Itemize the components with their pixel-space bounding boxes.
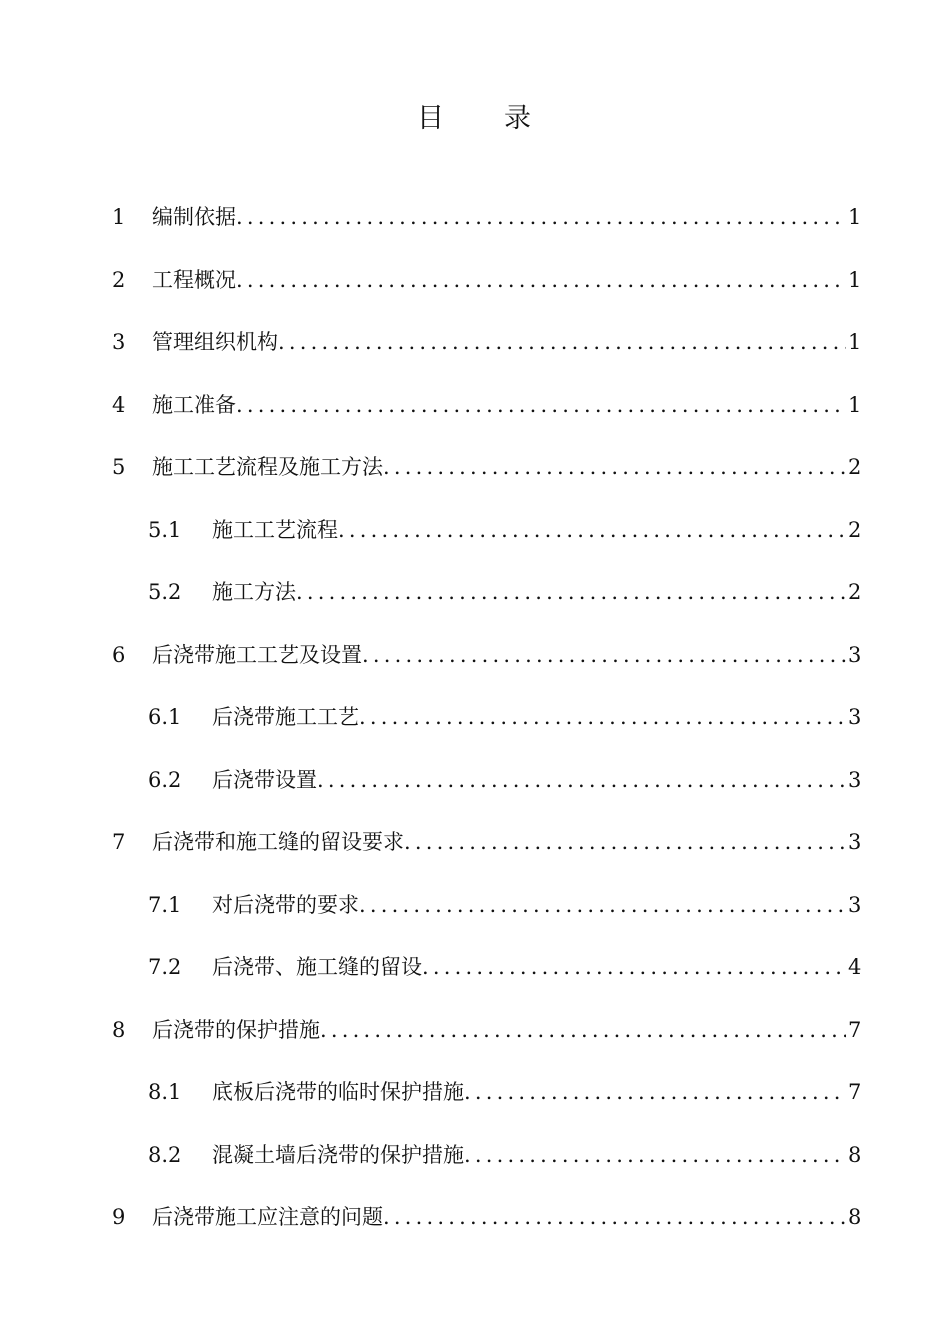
dot-leader (383, 443, 846, 491)
toc-entry-number: 5.1 (148, 517, 182, 542)
dot-leader (362, 631, 846, 679)
toc-entry-number: 1 (112, 205, 126, 229)
toc-title-char-2: 录 (504, 103, 533, 134)
dot-leader (320, 1006, 846, 1054)
toc-subentry[interactable] (112, 881, 860, 944)
toc-entry-page: 4 (848, 955, 862, 979)
dot-leader (317, 756, 846, 804)
dot-leader (464, 1131, 846, 1179)
toc-entry[interactable] (112, 318, 860, 381)
toc-entry-title: 工程概况 (152, 267, 236, 292)
toc-entry-title: 后浇带施工应注意的问题 (152, 1205, 383, 1229)
toc-entry[interactable] (112, 1193, 860, 1256)
toc-subentry[interactable] (112, 506, 860, 569)
toc-entry-number: 6 (112, 642, 126, 667)
dot-leader (422, 943, 846, 991)
toc-entry-title: 施工工艺流程及施工方法 (152, 455, 383, 479)
toc-entry-title: 施工准备 (152, 392, 236, 417)
toc-entry-title: 后浇带的保护措施 (152, 1017, 320, 1042)
toc-subentry[interactable] (112, 1131, 860, 1194)
toc-entry-number: 7.2 (148, 955, 182, 979)
toc-entry-number: 2 (112, 267, 126, 292)
table-of-contents (112, 193, 860, 1256)
toc-entry-title: 后浇带施工工艺 (212, 705, 359, 729)
toc-entry[interactable] (112, 818, 860, 881)
toc-entry-number: 6.1 (148, 705, 182, 729)
toc-entry-number: 8.1 (148, 1080, 182, 1104)
dot-leader (236, 381, 846, 429)
toc-entry-title: 后浇带和施工缝的留设要求 (152, 830, 404, 854)
toc-entry-title: 施工工艺流程 (212, 517, 338, 542)
toc-entry-title: 管理组织机构 (152, 330, 278, 354)
toc-entry-title: 后浇带施工工艺及设置 (152, 642, 362, 667)
dot-leader (236, 256, 846, 304)
toc-entry-number: 4 (112, 392, 126, 417)
toc-entry-page: 3 (848, 892, 862, 917)
toc-entry-page: 2 (848, 517, 862, 542)
toc-entry-number: 3 (112, 330, 126, 354)
toc-entry-title: 施工方法 (212, 580, 296, 604)
toc-entry-number: 8 (112, 1017, 126, 1042)
toc-entry-number: 7 (112, 830, 126, 854)
dot-leader (464, 1068, 846, 1116)
dot-leader (404, 818, 846, 866)
toc-entry-page: 3 (848, 642, 862, 667)
toc-entry-number: 6.2 (148, 767, 182, 792)
toc-entry-title: 底板后浇带的临时保护措施 (212, 1080, 464, 1104)
toc-entry-page: 3 (848, 767, 862, 792)
toc-subentry[interactable] (112, 1068, 860, 1131)
toc-entry-page: 1 (848, 392, 862, 417)
toc-entry[interactable] (112, 381, 860, 444)
toc-entry-page: 3 (848, 830, 862, 854)
toc-entry[interactable] (112, 1006, 860, 1069)
toc-entry-title: 后浇带设置 (212, 767, 317, 792)
toc-entry[interactable] (112, 443, 860, 506)
dot-leader (338, 506, 846, 554)
toc-entry-title: 混凝土墙后浇带的保护措施 (212, 1142, 464, 1167)
toc-entry[interactable] (112, 193, 860, 256)
toc-entry-page: 1 (848, 330, 862, 354)
toc-entry-number: 5.2 (148, 580, 182, 604)
toc-title (0, 96, 950, 135)
toc-subentry[interactable] (112, 693, 860, 756)
toc-entry-page: 7 (848, 1017, 862, 1042)
toc-entry-title: 对后浇带的要求 (212, 892, 359, 917)
toc-subentry[interactable] (112, 943, 860, 1006)
dot-leader (278, 318, 846, 366)
toc-entry[interactable] (112, 256, 860, 319)
dot-leader (359, 881, 846, 929)
toc-entry-page: 3 (848, 705, 862, 729)
toc-entry-title: 编制依据 (152, 205, 236, 229)
toc-entry[interactable] (112, 631, 860, 694)
toc-entry-number: 8.2 (148, 1142, 182, 1167)
toc-entry-title: 后浇带、施工缝的留设 (212, 955, 422, 979)
dot-leader (359, 693, 846, 741)
dot-leader (236, 193, 846, 241)
toc-title-char-1: 目 (417, 103, 446, 134)
toc-entry-page: 1 (848, 267, 862, 292)
toc-entry-page: 8 (848, 1205, 862, 1229)
toc-entry-number: 9 (112, 1205, 126, 1229)
toc-entry-page: 7 (848, 1080, 862, 1104)
toc-subentry[interactable] (112, 568, 860, 631)
toc-entry-number: 5 (112, 455, 126, 479)
toc-entry-number: 7.1 (148, 892, 182, 917)
toc-entry-page: 2 (848, 580, 862, 604)
toc-entry-page: 1 (848, 205, 862, 229)
toc-entry-page: 2 (848, 455, 862, 479)
dot-leader (296, 568, 846, 616)
dot-leader (383, 1193, 846, 1241)
toc-subentry[interactable] (112, 756, 860, 819)
toc-entry-page: 8 (848, 1142, 862, 1167)
